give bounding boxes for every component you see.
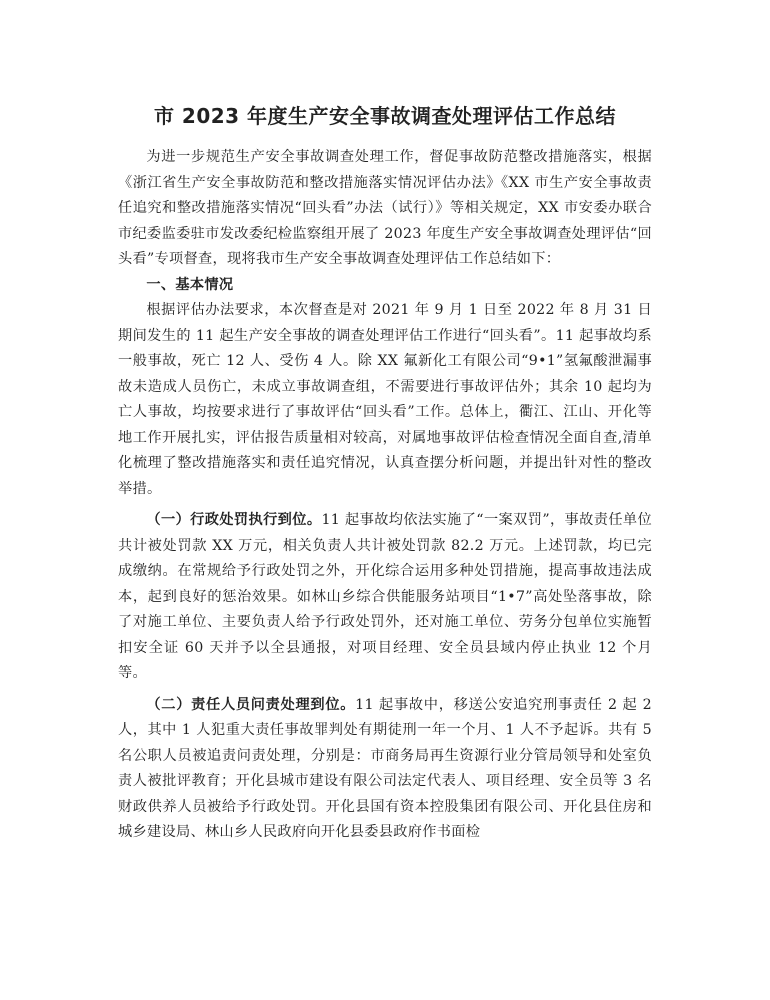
admin-penalty-lead: （一）行政处罚执行到位。 (146, 512, 322, 528)
intro-paragraph: 为进一步规范生产安全事故调查处理工作，督促事故防范整改措施落实，根据《浙江省生产安全事故防范和整改措施落实情况评估办法》《XX 市生产安全事故责任追究和整改措施落实情况“回头看”办法（试行）》等相关规定，XX 市安委办联合市纪委监委驻市发改委纪检监察组开展了 2023 年度生产安全事故调查处理评估“回头看”专项督查，现将我市生产安全事故调查处理评估工作总结如下： (118, 149, 652, 267)
document-title: 市 2023 年度生产安全事故调查处理评估工作总结 (153, 104, 617, 128)
accountability-body: 11 起事故中，移送公安追究刑事责任 2 起 2 人，其中 1 人犯重大责任事故罪判处有期徒刑一年一个月、1 人不予起诉。共有 5 名公职人员被追责问责处理，分别是：市商务局再生资源行业分管局领导和处室负责人被批评教育；开化县城市建设有限公司法定代表人、项目经理、安全员等 3 名财政供养人员被给予行政处罚。开化县国有资本控股集团有限公司、开化县住房和城乡建设局、林山乡人民政府向开化县委县政府作书面检 (118, 696, 652, 840)
section-heading-basic-situation: 一、基本情况 (146, 276, 234, 293)
accountability-lead: （二）责任人员问责处理到位。 (146, 696, 356, 713)
admin-penalty-body: 11 起事故均依法实施了“一案双罚”，事故责任单位共计被处罚款 XX 万元，相关负责人共计被处罚款 82.2 万元。上述罚款，均已完成缴纳。在常规给予行政处罚之外，开化综合运用多种处罚措施，提高事故违法成本，起到良好的惩治效果。如林山乡综合供能服务站项目“1•7”高处坠落事故，除了对施工单位、主要负责人给予行政处罚外，还对施工单位、劳务分包单位实施暂扣安全证 60 天并予以全县通报，对项目经理、安全员县域内停止执业 12 个月等。 (118, 512, 652, 681)
basic-situation-paragraph: 根据评估办法要求，本次督查是对 2021 年 9 月 1 日至 2022 年 8 月 31 日期间发生的 11 起生产安全事故的调查处理评估工作进行“回头看”。11 起事故均系一般事故，死亡 12 人、受伤 4 人。除 XX 氟新化工有限公司“9•1”氢氟酸泄漏事故未造成人员伤亡，未成立事故调查组，不需要进行事故评估外；其余 10 起均为亡人事故，均按要求进行了事故评估“回头看”工作。总体上，衢江、江山、开化等地工作开展扎实，评估报告质量相对较高，对属地事故评估检查情况全面自查,清单化梳理了整改措施落实和责任追究情况，认真查摆分析问题，并提出针对性的整改举措。 (118, 302, 652, 497)
admin-penalty-paragraph (118, 508, 652, 687)
accountability-paragraph (118, 693, 652, 846)
